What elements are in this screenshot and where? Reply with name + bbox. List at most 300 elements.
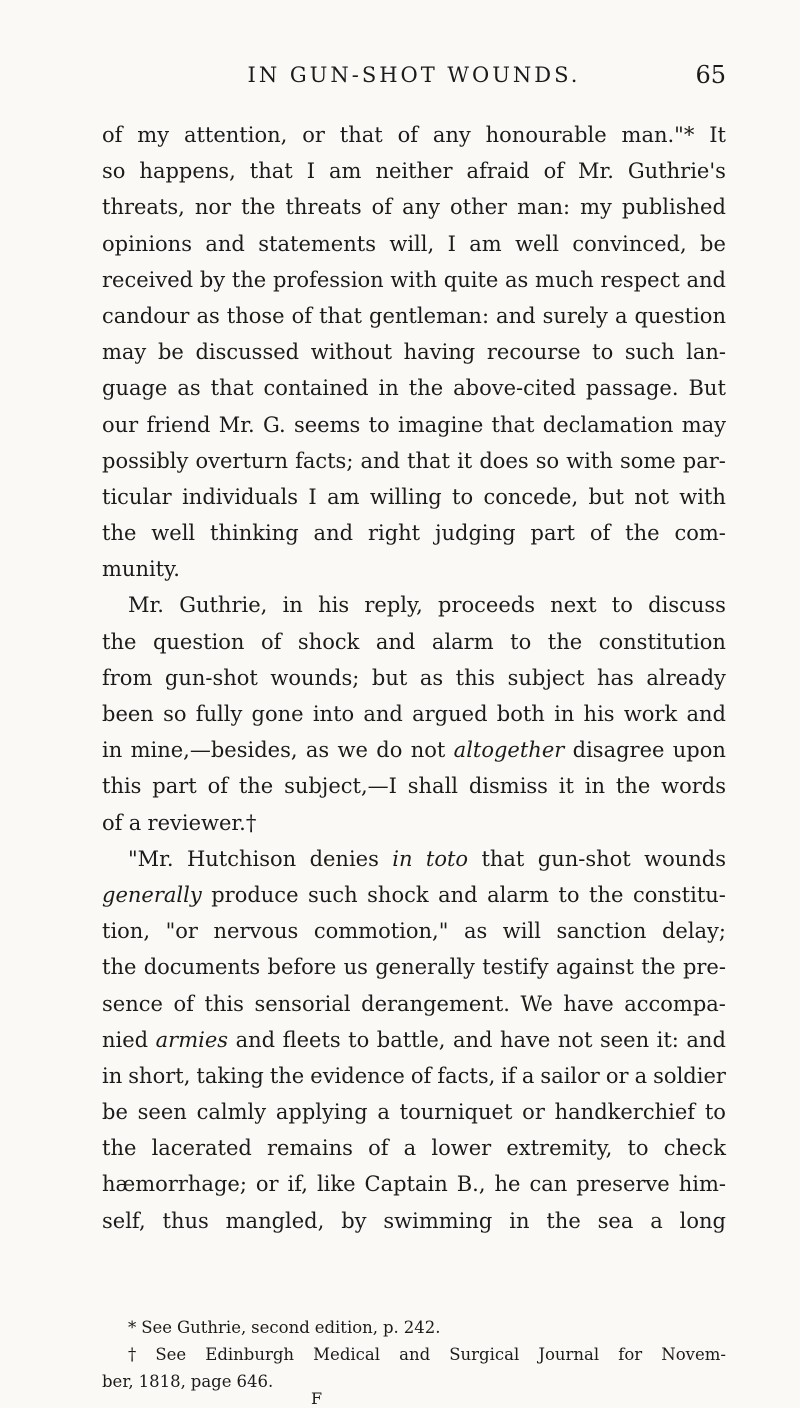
word: delay; [661,919,726,944]
word: We [520,991,553,1016]
word: the [102,629,137,654]
word: commotion," [313,919,449,944]
word: 1818, [138,1372,186,1391]
word: discuss [648,593,726,618]
word: pre- [682,955,726,980]
word: with [566,448,613,473]
signature-mark: F [311,1389,323,1408]
word: friend [146,412,211,437]
word: armies [155,1027,229,1052]
word: a [377,1100,390,1125]
word: of [368,1136,389,1161]
word: so [163,702,187,726]
word: has [597,665,634,690]
word: B., [456,1172,486,1197]
word: to [368,412,390,437]
word: Captain [364,1172,448,1197]
word: shock [297,629,360,654]
word: edition, [314,1318,379,1337]
word: in [378,376,399,401]
word: or [522,1100,545,1125]
word: as [505,267,529,292]
word: nor [194,195,232,220]
word: recourse [486,340,581,365]
word: the [547,629,583,654]
body-line [102,117,726,153]
word: it [457,448,473,473]
word: those [226,303,285,328]
word: am [469,231,502,256]
body-line [102,768,726,804]
word: See [141,1318,173,1337]
word: tourniquet [399,1100,513,1125]
word: that [339,123,383,147]
word: our [102,412,139,437]
body-line [102,660,726,696]
word: sanction [556,919,647,944]
word: as [419,665,444,690]
word: subject [507,665,585,690]
word: of [589,521,611,546]
word: we [337,738,368,763]
word: Mr. [577,159,614,184]
word: Mr. [218,412,255,437]
word: Mr. [128,593,164,618]
word: judging [435,521,516,546]
word: seems [293,412,361,437]
word: in [392,846,413,871]
word: taking [196,1063,264,1088]
word: it [558,774,574,799]
word: Guthrie, [179,593,268,618]
word: overturn [195,448,288,473]
word: of [260,629,282,654]
word: into [312,702,355,726]
word: of [291,303,313,328]
word: and [375,629,416,654]
word: have [563,991,614,1016]
word: It [709,123,726,147]
word: derangement. [361,991,510,1016]
word: hæmorrhage; [102,1172,247,1197]
word: to [704,1100,726,1125]
word: him- [678,1172,726,1197]
word: to [627,1136,649,1161]
word: mine,—besides, [130,738,298,763]
word: second [251,1318,310,1337]
word: Guthrie, [176,1318,247,1337]
word: already [646,665,726,690]
word: as [177,376,201,401]
word: with [679,484,726,509]
body-text [102,117,726,1239]
word: part [530,521,575,546]
word: that [249,159,293,184]
word: to [558,882,580,907]
word: like [316,1172,356,1197]
word: will [502,919,541,944]
word: dismiss [468,774,548,799]
word: work [623,702,678,726]
word: ticular [102,484,172,509]
word: to [452,484,474,509]
word: this [204,991,244,1016]
word: for [618,1345,643,1364]
word: that [210,376,254,401]
word: by [199,267,226,292]
word: and [360,448,400,473]
word: of [102,810,123,835]
body-line [102,732,726,768]
word: self, [102,1208,146,1233]
word: to [592,340,614,365]
word: lower [431,1136,492,1161]
word: and [452,1027,493,1052]
word: part [152,774,197,799]
word: declamation [542,412,674,437]
body-line [102,949,726,985]
word: statements [258,231,376,256]
word: tion, [102,919,150,944]
word: alarm [431,629,494,654]
word: willing [369,484,442,509]
word: check [663,1136,726,1161]
word: Hutchison [186,846,297,871]
word: not [634,484,669,509]
word: do [376,738,403,763]
word: I [308,484,317,509]
body-line [102,805,726,841]
word: be [157,340,184,365]
body-line [102,407,726,443]
word: ber, [102,1372,134,1391]
word: Surgical [449,1345,520,1364]
word: individuals [182,484,299,509]
word: denies [309,846,379,871]
word: altogether [453,738,565,763]
word: Journal [538,1345,600,1364]
word: soldier [653,1063,726,1088]
word: in [584,774,606,799]
word: profession [272,267,384,292]
word: question [152,629,245,654]
word: of [173,991,194,1016]
word: of [102,123,123,147]
word: his [318,593,350,618]
word: will, [389,231,435,256]
word: next [550,593,597,618]
word: generally [102,882,202,907]
word: right [367,521,421,546]
word: well [515,231,559,256]
word: the [269,1063,305,1088]
body-line [102,986,726,1022]
word: thus [162,1208,209,1233]
word: so [102,159,126,184]
footnote-line [102,1314,726,1341]
word: nervous [213,919,299,944]
word: as [463,919,488,944]
word: G. [262,412,286,437]
word: gun-shot [164,665,258,690]
word: so [535,448,560,473]
word: of [410,1063,432,1088]
word: not [557,1027,593,1052]
word: facts, [437,1063,496,1088]
word: the [546,1208,581,1233]
word: to [348,1027,370,1052]
word: sailor [540,1063,600,1088]
word: † [128,1345,137,1364]
word: in [102,1063,123,1088]
word: other [449,195,508,220]
word: Medical [313,1345,381,1364]
body-line [102,587,726,623]
word: and [399,1345,431,1364]
word: seen [137,1100,187,1125]
word: the [408,376,444,401]
word: such [624,340,675,365]
word: that [319,303,362,328]
body-line [102,370,726,406]
word: surely [542,303,608,328]
word: 646. [236,1372,274,1391]
word: and [496,303,536,328]
word: my [137,123,170,147]
word: possibly [102,448,189,473]
word: wounds; [270,665,360,690]
word: the [102,521,137,546]
word: fleets [282,1027,341,1052]
word: shall [407,774,459,799]
word: or [255,1172,279,1197]
word: 242. [403,1318,441,1337]
word: in [282,593,303,618]
word: contained [263,376,369,401]
word: long [679,1208,726,1233]
word: of [543,159,564,184]
word: munity. [102,557,180,582]
word: and [235,1027,276,1052]
footnotes [102,1314,726,1395]
word: discussed [195,340,300,365]
word: that [491,412,535,437]
word: preserve [576,1172,670,1197]
word: nied [102,1027,149,1052]
word: or [302,123,325,147]
word: alarm [487,882,549,907]
word: page [190,1372,232,1391]
word: if, [287,1172,308,1197]
word: well [151,521,196,546]
word: a [403,1136,417,1161]
word: happens, [139,159,236,184]
word: with [390,267,438,292]
body-line [102,1058,726,1094]
word: candour [102,303,190,328]
word: passage. [585,376,679,401]
word: reviewer.† [147,810,257,835]
word: respect [600,267,680,292]
word: man: [517,195,571,220]
word: to [611,593,633,618]
word: convinced, [572,231,687,256]
word: gentleman: [369,303,490,328]
word: threats, [102,195,185,220]
word: in [509,1208,530,1233]
word: and [686,267,726,292]
word: of [207,774,228,799]
word: much [535,267,594,292]
word: any [432,123,471,147]
word: my [580,195,612,220]
word: can [529,1172,568,1197]
word: imagine [397,412,484,437]
body-line [102,479,726,515]
word: and [686,702,726,726]
body-line [102,1094,726,1130]
word: constitu- [632,882,726,907]
word: the [102,1136,137,1161]
word: this [455,665,496,690]
word: does [479,448,529,473]
word: reply, [364,593,423,618]
word: neither [375,159,453,184]
word: such [308,882,358,907]
word: if [501,1063,516,1088]
word: the [589,882,624,907]
word: threats [285,195,362,220]
word: it: [656,1027,679,1052]
word: generally [375,955,475,980]
word: and [313,521,354,546]
word: his [583,702,615,726]
word: this [102,774,142,799]
word: attention, [183,123,288,147]
word: lacerated [151,1136,252,1161]
word: com- [674,521,726,546]
word: short, [128,1063,191,1088]
word: above-cited [453,376,576,401]
word: not [410,738,446,763]
word: be [700,231,726,256]
word: sea [597,1208,634,1233]
body-line [102,551,726,587]
body-line [102,1022,726,1058]
page-number: 65 [695,61,726,89]
word: "or [165,919,198,944]
word: am [327,484,360,509]
word: of [371,195,393,220]
word: a [614,303,628,328]
word: Guthrie's [627,159,726,184]
body-line [102,443,726,479]
word: the [238,774,274,799]
body-line [102,262,726,298]
word: the [102,955,137,980]
word: documents [143,955,261,980]
word: as [305,738,330,763]
word: as [196,303,220,328]
word: and [363,702,403,726]
word: and [686,1027,726,1052]
word: proceeds [438,593,536,618]
word: remains [267,1136,353,1161]
footnote-line [102,1341,726,1368]
body-line [102,1166,726,1202]
word: to [510,629,532,654]
body-line [102,877,726,913]
word: testify [482,955,549,980]
word: shock [367,882,429,907]
body-line [102,298,726,334]
word: that [407,448,451,473]
word: both [496,702,545,726]
word: be [102,1100,128,1125]
word: may [681,412,726,437]
word: he [494,1172,521,1197]
body-line [102,1130,726,1166]
word: question [634,303,726,328]
word: "Mr. [128,846,174,871]
word: guage [102,376,168,401]
word: extremity, [506,1136,613,1161]
word: swimming [383,1208,493,1233]
word: handkerchief [554,1100,696,1125]
body-line [102,153,726,189]
word: opinions [102,231,192,256]
word: lan- [686,340,726,365]
word: a [128,810,142,835]
word: thinking [210,521,299,546]
body-line [102,189,726,225]
word: in [102,738,123,763]
word: quite [443,267,499,292]
word: But [688,376,726,401]
word: par- [682,448,726,473]
word: in [554,702,575,726]
body-line [102,913,726,949]
word: subject,—I [284,774,397,799]
word: published [621,195,726,220]
word: gun-shot [537,846,631,871]
word: concede, [483,484,579,509]
word: battle, [376,1027,446,1052]
word: received [102,267,194,292]
word: I [306,159,315,184]
word: * [128,1318,137,1337]
word: that [481,846,525,871]
word: See [155,1345,187,1364]
word: by [341,1208,367,1233]
word: fully [195,702,243,726]
body-line [102,696,726,732]
word: been [102,702,154,726]
word: Edinburgh [205,1345,295,1364]
word: disagree [572,738,665,763]
word: a [634,1063,648,1088]
word: before [267,955,337,980]
word: facts; [295,448,354,473]
body-line [102,515,726,551]
word: and [438,882,478,907]
word: accompa- [624,991,726,1016]
word: constitution [598,629,726,654]
word: toto [425,846,469,871]
word: any [402,195,440,220]
word: of [397,123,418,147]
body-line [102,841,726,877]
